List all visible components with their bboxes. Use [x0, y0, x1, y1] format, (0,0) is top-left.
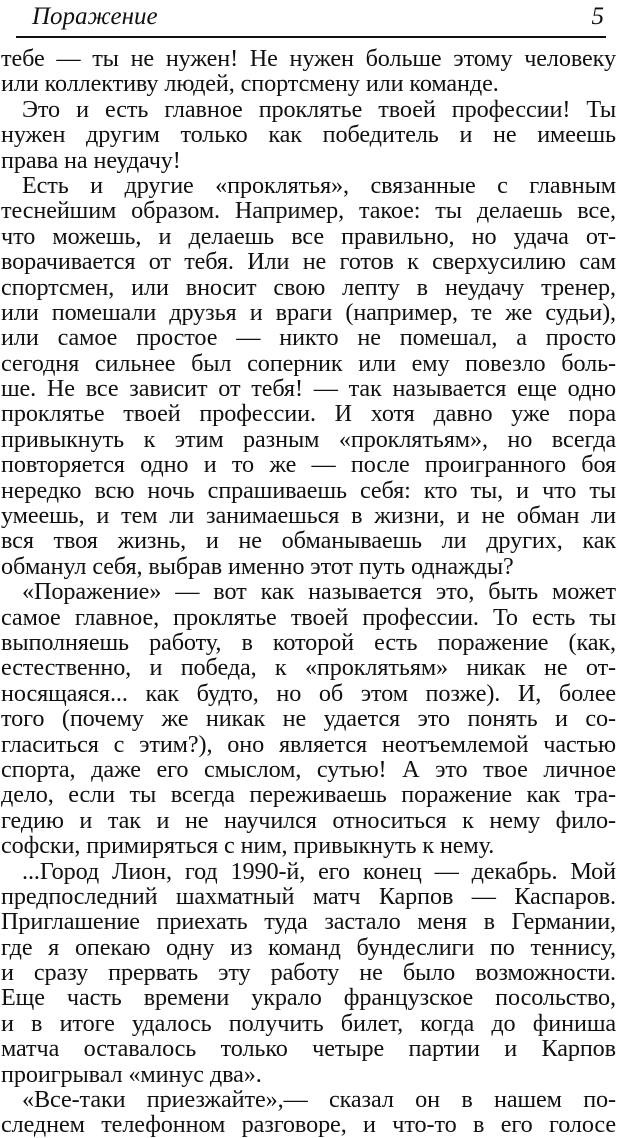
- text-line: ворачивается от тебя. Или не готов к сверхусилию сам: [1, 248, 616, 276]
- text-line: следнем телефонном разговоре, и что-то в его голосе: [1, 1111, 616, 1138]
- text-line: нередко всю ночь спрашиваешь себя: кто ты, и что ты: [1, 476, 616, 504]
- text-line: «Все-таки приезжайте»,— сказал он в нашем по-: [22, 1086, 616, 1114]
- text-line: Еще часть времени украло французское посольство,: [1, 984, 616, 1012]
- text-line: ше. Не все зависит от тебя! — так называется еще одно: [1, 375, 616, 403]
- text-line: сегодня сильнее был соперник или ему повезло боль-: [1, 349, 616, 377]
- text-line: гласиться с этим?), оно является неотъемлемой частью: [1, 730, 616, 758]
- text-line: где я опекаю одну из команд бундеслиги по теннису,: [1, 933, 616, 961]
- text-line: предпоследний шахматный матч Карпов — Каспаров.: [1, 882, 616, 910]
- page-number: 5: [591, 3, 604, 30]
- text-line: выполняешь работу, в которой есть поражение (как,: [1, 628, 616, 656]
- running-title: Поражение: [32, 3, 158, 30]
- text-line: умеешь, и тем ли занимаешься в жизни, и не обман ли: [1, 502, 616, 530]
- text-line: тебе — ты не нужен! Не нужен больше этому человеку: [1, 45, 616, 72]
- text-line: и в итоге удалось получить билет, когда до финиша: [1, 1009, 616, 1037]
- text-line: повторяется одно и то же — после проигранного боя: [1, 451, 616, 479]
- text-line: естественно, и победа, к «проклятьям» никак не от-: [1, 654, 616, 682]
- text-line: проигрывал «минус два».: [1, 1060, 262, 1088]
- text-line: или самое простое — никто не помешал, а просто: [1, 324, 616, 352]
- text-line: проклятье твоей профессии. И хотя давно уже пора: [1, 400, 616, 428]
- text-line: Это и есть главное проклятье твоей профессии! Ты: [22, 95, 616, 123]
- text-line: обманул себя, выбрав именно этот путь однажды?: [1, 552, 514, 580]
- text-line: ...Город Лион, год 1990-й, его конец — декабрь. Мой: [22, 857, 616, 885]
- text-line: теснейшим образом. Например, такое: ты делаешь все,: [1, 197, 616, 225]
- text-line: или помешали друзья и враги (например, те же судьи),: [1, 298, 616, 326]
- text-line: спорта, даже его смыслом, сутью! А это твое личное: [1, 755, 616, 783]
- text-line: гедию и так и не научился относиться к нему фило-: [1, 806, 616, 834]
- text-line: носящаяся... как будто, но об этом позже). И, более: [1, 679, 616, 707]
- page-header: [16, 2, 606, 38]
- text-line: дело, если ты всегда переживаешь поражение как тра-: [1, 781, 616, 809]
- text-line: права на неудачу!: [1, 146, 181, 174]
- text-line: спортсмен, или вносит свою лепту в неудачу тренер,: [1, 273, 616, 301]
- text-line: Есть и другие «проклятья», связанные с главным: [22, 171, 616, 199]
- text-line: «Поражение» — вот как называется это, быть может: [22, 578, 616, 606]
- text-line: что можешь, и делаешь все правильно, но удача от-: [1, 222, 616, 250]
- text-line: самое главное, проклятье твоей профессии. То есть ты: [1, 603, 616, 631]
- text-line: привыкнуть к этим разным «проклятьям», но всегда: [1, 425, 616, 453]
- text-line: вся твоя жизнь, и не обманываешь ли других, как: [1, 527, 616, 555]
- text-line: Приглашение приехать туда застало меня в Германии,: [1, 908, 616, 936]
- text-line: или коллективу людей, спортсмену или команде.: [1, 70, 499, 98]
- text-line: софски, примиряться с ним, привыкнуть к нему.: [1, 832, 495, 860]
- text-line: того (почему же никак не удается это понять и со-: [1, 705, 616, 733]
- text-line: и сразу прервать эту работу не было возможности.: [1, 959, 616, 987]
- text-line: матча оставалось только четыре партии и Карпов: [1, 1035, 616, 1063]
- body-text: [0, 46, 620, 1138]
- text-line: нужен другим только как победитель и не имеешь: [1, 121, 616, 149]
